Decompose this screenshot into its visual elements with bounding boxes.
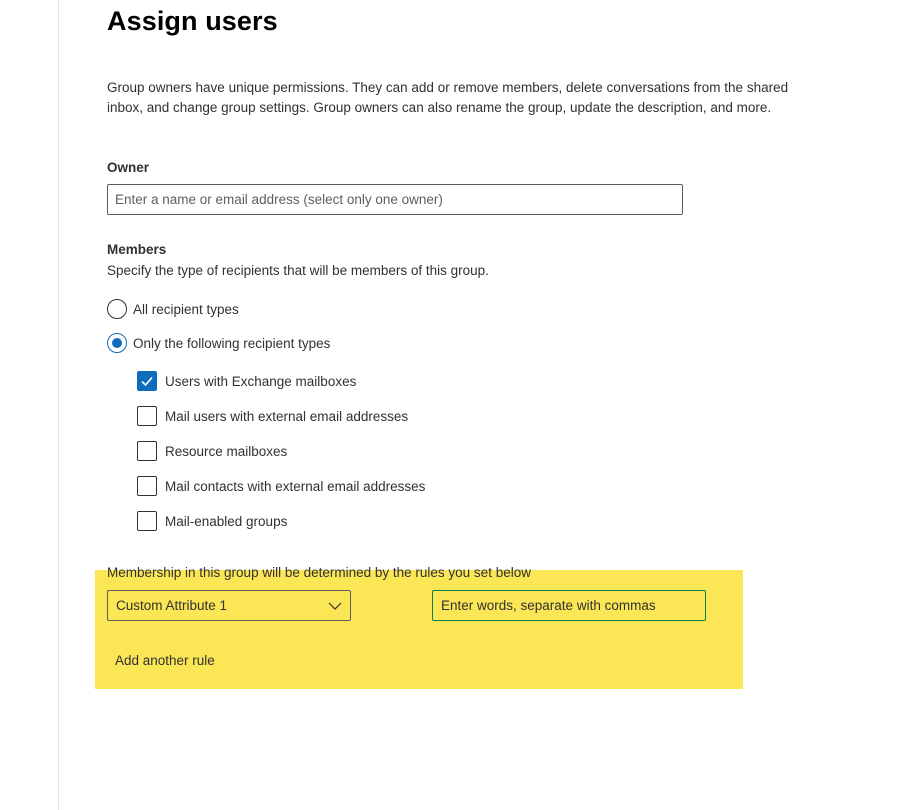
radio-all-recipient-types[interactable] <box>107 298 239 320</box>
checkbox-mail-enabled-groups[interactable] <box>137 510 287 532</box>
left-pane-divider <box>58 0 59 810</box>
checkbox[interactable] <box>137 441 157 461</box>
membership-rules-text: Membership in this group will be determined by the rules you set below <box>107 565 531 580</box>
checkbox[interactable] <box>137 476 157 496</box>
checkbox-label: Resource mailboxes <box>165 443 288 459</box>
chevron-down-icon <box>328 602 342 610</box>
checkbox-resource-mailboxes[interactable] <box>137 440 287 462</box>
checkbox-exchange-mailboxes[interactable] <box>137 370 356 392</box>
attribute-dropdown[interactable] <box>107 590 351 621</box>
checkbox-label: Mail users with external email addresses <box>165 408 409 424</box>
checkbox-mail-users-external[interactable] <box>137 405 408 427</box>
checkbox-checked[interactable] <box>137 371 157 391</box>
checkbox[interactable] <box>137 406 157 426</box>
highlight-annotation <box>95 570 743 689</box>
owner-label: Owner <box>107 160 150 175</box>
owner-permissions-description: Group owners have unique permissions. They can add or remove members, delete conversations from the shared inbox, and change group settings. Group owners can also rename the group, update the description, and more. <box>107 80 789 115</box>
checkbox-label: Mail-enabled groups <box>165 513 288 529</box>
checkbox-label: Mail contacts with external email addresses <box>165 478 426 494</box>
checkbox-label: Users with Exchange mailboxes <box>165 373 357 389</box>
checkbox-mail-contacts-external[interactable] <box>137 475 425 497</box>
add-another-rule-link[interactable]: Add another rule <box>115 653 215 668</box>
radio-button-selected[interactable] <box>107 333 127 353</box>
page-title: Assign users <box>107 6 278 36</box>
checkmark-icon <box>140 374 154 388</box>
owner-input[interactable] <box>107 184 683 215</box>
attribute-dropdown-value: Custom Attribute 1 <box>116 598 228 613</box>
radio-button[interactable] <box>107 299 127 319</box>
members-subtitle: Specify the type of recipients that will be members of this group. <box>107 263 489 278</box>
radio-label: All recipient types <box>133 301 239 317</box>
radio-label: Only the following recipient types <box>133 335 331 351</box>
members-label: Members <box>107 242 167 257</box>
checkbox[interactable] <box>137 511 157 531</box>
radio-only-following-types[interactable] <box>107 332 330 354</box>
attribute-words-input[interactable] <box>432 590 706 621</box>
